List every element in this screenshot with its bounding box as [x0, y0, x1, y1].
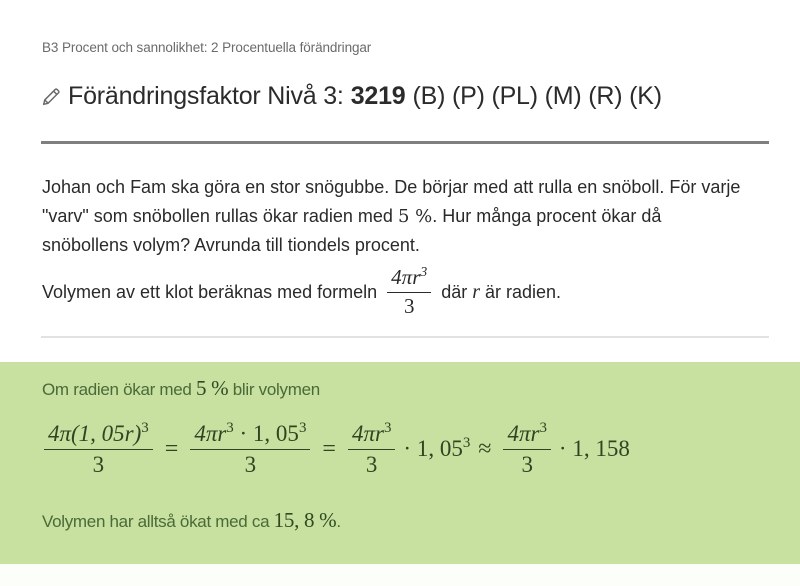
- f2-exponent-b: 3: [298, 420, 307, 437]
- equals-sign-1: =: [164, 435, 179, 462]
- f1-denominator: 3: [92, 451, 105, 477]
- solution-equation: [40, 414, 630, 484]
- f1-exponent: 3: [141, 420, 149, 437]
- multiplier-2: · 1, 158: [558, 436, 630, 461]
- f4-exponent: 3: [539, 420, 547, 437]
- page-title: [40, 82, 662, 111]
- title-divider: [41, 141, 769, 144]
- percent-value: 5 %: [397, 206, 433, 227]
- volume-formula-line: [42, 262, 561, 322]
- intro-value: 5 %: [196, 376, 229, 400]
- f3-numerator: 4πr: [351, 421, 384, 447]
- competency-tags: (B) (P) (PL) (M) (R) (K): [412, 82, 662, 110]
- sphere-volume-fraction: [387, 266, 431, 317]
- result-value: 15, 8 %: [273, 508, 337, 532]
- problem-number: 3219: [350, 82, 406, 110]
- equation-fraction-3: [348, 421, 395, 477]
- f2-denominator: 3: [244, 451, 257, 477]
- solution-result: [42, 508, 341, 533]
- intro-after: blir volymen: [232, 380, 320, 399]
- variable-r: r: [472, 280, 481, 303]
- f1-numerator: 4π(1, 05r): [48, 421, 142, 447]
- f3-exponent: 3: [383, 420, 392, 437]
- result-after: .: [336, 512, 341, 531]
- fraction-numerator: 4πr: [391, 265, 421, 290]
- f2-exponent-a: 3: [226, 420, 234, 437]
- formula-prefix: Volymen av ett klot beräknas med formeln: [42, 281, 378, 302]
- breadcrumb[interactable]: B3 Procent och sannolikhet: 2 Procentuella förändringar: [42, 40, 372, 55]
- question-text: [42, 173, 742, 260]
- f3-denominator: 3: [365, 451, 378, 477]
- f4-denominator: 3: [521, 451, 533, 477]
- question-divider: [41, 336, 769, 338]
- approx-sign: ≈: [478, 435, 492, 462]
- title-text: Förändringsfaktor Nivå 3:: [68, 82, 344, 110]
- intro-before: Om radien ökar med: [42, 380, 192, 399]
- fraction-exponent: 3: [420, 264, 428, 280]
- solution-panel: [0, 362, 800, 564]
- multiplier-1-exponent: 3: [462, 435, 471, 452]
- f4-numerator: 4πr: [507, 421, 540, 447]
- equation-fraction-4: [503, 421, 550, 477]
- fraction-denominator: 3: [403, 293, 415, 318]
- f2-numerator-b: · 1, 05: [233, 421, 299, 447]
- pencil-icon[interactable]: [40, 86, 62, 108]
- f2-numerator-a: 4πr: [194, 421, 227, 447]
- formula-suffix-a: där: [441, 281, 468, 302]
- question-part2: . Hur många procent ökar då snöbollens volym? Avrunda till tiondels procent.: [42, 206, 662, 255]
- multiplier-1: [403, 436, 470, 462]
- formula-suffix-b: är radien.: [485, 281, 562, 302]
- page-footer-space: [0, 564, 800, 586]
- equation-fraction-1: [44, 421, 153, 477]
- equation-fraction-2: [190, 421, 310, 477]
- result-before: Volymen har alltså ökat med ca: [42, 512, 270, 531]
- question-part1: Johan och Fam ska göra en stor snögubbe. De börjar med att rulla en snöboll. För varje "varv" som snöbollen rullas ökar radien med: [42, 177, 741, 226]
- equals-sign-2: =: [322, 435, 336, 462]
- solution-intro: [42, 376, 320, 401]
- multiplier-1-base: · 1, 05: [403, 436, 463, 461]
